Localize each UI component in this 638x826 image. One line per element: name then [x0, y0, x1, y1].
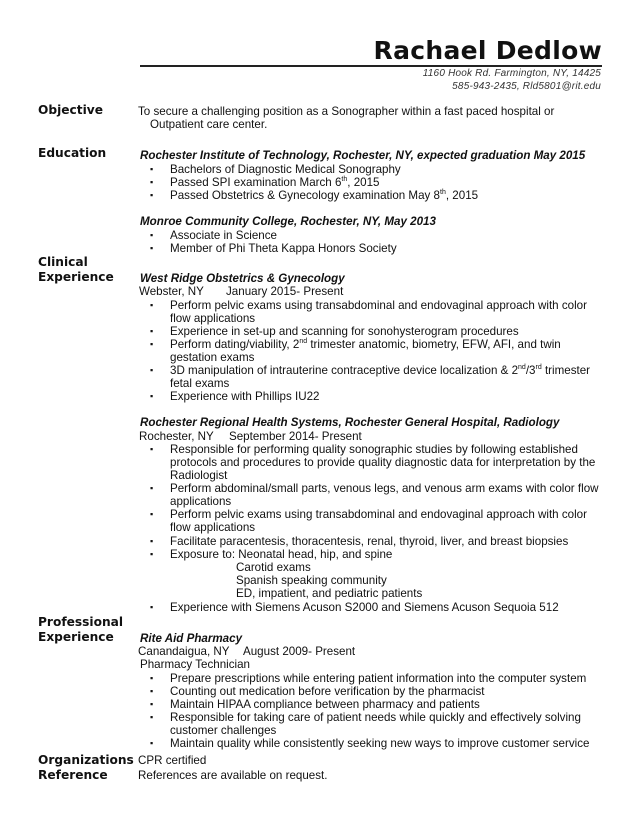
- job1-heading: West Ridge Obstetrics & Gynecology: [140, 272, 345, 285]
- objective-line-1: To secure a challenging position as a Sonographer within a fast paced hospital or: [138, 105, 555, 118]
- job2-bullet-4: Facilitate paracentesis, thoracentesis, renal, thyroid, liver, and breast biopsies: [170, 535, 569, 548]
- objective-line-2: Outpatient care center.: [150, 118, 268, 131]
- job3-bullet-2: Counting out medication before verification by the pharmacist: [170, 685, 485, 698]
- bullet: ▪: [150, 177, 154, 187]
- section-organizations: Organizations: [38, 753, 134, 767]
- job2-heading: Rochester Regional Health Systems, Rochester General Hospital, Radiology: [140, 416, 560, 429]
- job2-dates: September 2014- Present: [229, 430, 362, 443]
- job2-bullet-1-cont: protocols and procedures to provide quality diagnostic data for interpretation by the: [170, 456, 596, 469]
- bullet: ▪: [150, 444, 154, 454]
- job3-bullet-4-cont: customer challenges: [170, 724, 277, 737]
- job2-bullet-3: Perform pelvic exams using transabdominal and endovaginal approach with color: [170, 508, 587, 521]
- job3-location: Canandaigua, NY: [138, 645, 230, 658]
- job3-bullet-1: Prepare prescriptions while entering patient information into the computer system: [170, 672, 587, 685]
- bullet: ▪: [150, 483, 154, 493]
- job2-bullet-3-cont: flow applications: [170, 521, 256, 534]
- section-professional-experience: Experience: [38, 630, 114, 644]
- job1-location: Webster, NY: [139, 285, 204, 298]
- job3-bullet-3: Maintain HIPAA compliance between pharmacy and patients: [170, 698, 480, 711]
- job2-bullet-2-cont: applications: [170, 495, 232, 508]
- rit-bullet-3: Passed Obstetrics & Gynecology examination May 8th, 2015: [170, 189, 479, 202]
- bullet: ▪: [150, 536, 154, 546]
- reference-value: References are available on request.: [138, 769, 328, 782]
- bullet: ▪: [150, 365, 154, 375]
- bullet: ▪: [150, 509, 154, 519]
- rit-bullet-1: Bachelors of Diagnostic Medical Sonography: [170, 163, 401, 176]
- rit-heading: Rochester Institute of Technology, Rochester, NY, expected graduation May 2015: [140, 149, 586, 162]
- section-clinical-experience: Experience: [38, 270, 114, 284]
- address-line: 1160 Hook Rd. Farmington, NY, 14425: [422, 68, 601, 79]
- section-clinical: Clinical: [38, 255, 88, 269]
- bullet: ▪: [150, 686, 154, 696]
- bullet: ▪: [150, 230, 154, 240]
- job2-sub-item-1: Carotid exams: [236, 561, 311, 574]
- bullet: ▪: [150, 549, 154, 559]
- job2-bullet-6: Experience with Siemens Acuson S2000 and Siemens Acuson Sequoia 512: [170, 601, 559, 614]
- job1-bullet-1-cont: flow applications: [170, 312, 256, 325]
- job3-bullet-4: Responsible for taking care of patient needs while quickly and effectively solving: [170, 711, 581, 724]
- bullet: ▪: [150, 673, 154, 683]
- contact-line: 585-943-2435, Rld5801@rit.edu: [452, 81, 601, 92]
- header-divider: [140, 65, 602, 67]
- job1-bullet-3-cont: gestation exams: [170, 351, 255, 364]
- job2-sub-item-2: Spanish speaking community: [236, 574, 387, 587]
- bullet: ▪: [150, 243, 154, 253]
- job1-bullet-4-cont: fetal exams: [170, 377, 230, 390]
- candidate-name: Rachael Dedlow: [373, 36, 602, 65]
- section-education: Education: [38, 146, 107, 160]
- bullet: ▪: [150, 738, 154, 748]
- section-professional: Professional: [38, 615, 124, 629]
- bullet: ▪: [150, 699, 154, 709]
- bullet: ▪: [150, 712, 154, 722]
- bullet: ▪: [150, 300, 154, 310]
- job1-dates: January 2015- Present: [226, 285, 344, 298]
- job3-title: Pharmacy Technician: [140, 658, 250, 671]
- mcc-bullet-2: Member of Phi Theta Kappa Honors Society: [170, 242, 397, 255]
- bullet: ▪: [150, 190, 154, 200]
- bullet: ▪: [150, 164, 154, 174]
- job2-bullet-1: Responsible for performing quality sonographic studies by following established: [170, 443, 578, 456]
- organizations-value: CPR certified: [138, 754, 207, 767]
- job1-bullet-5: Experience with Phillips IU22: [170, 390, 320, 403]
- job3-dates: August 2009- Present: [243, 645, 356, 658]
- job1-bullet-1: Perform pelvic exams using transabdominal and endovaginal approach with color: [170, 299, 587, 312]
- job3-bullet-5: Maintain quality while consistently seeking new ways to improve customer service: [170, 737, 590, 750]
- mcc-bullet-1: Associate in Science: [170, 229, 277, 242]
- bullet: ▪: [150, 602, 154, 612]
- rit-bullet-2: Passed SPI examination March 6th, 2015: [170, 176, 380, 189]
- section-objective: Objective: [38, 103, 103, 117]
- job2-location: Rochester, NY: [139, 430, 214, 443]
- mcc-heading: Monroe Community College, Rochester, NY, May 2013: [140, 215, 436, 228]
- job2-bullet-5: Exposure to: Neonatal head, hip, and spine: [170, 548, 393, 561]
- job1-bullet-4: 3D manipulation of intrauterine contraceptive device localization & 2nd/3rd trimester: [170, 364, 591, 377]
- job2-bullet-1-cont: Radiologist: [170, 469, 228, 482]
- job3-heading: Rite Aid Pharmacy: [140, 632, 243, 645]
- bullet: ▪: [150, 326, 154, 336]
- job1-bullet-2: Experience in set-up and scanning for sonohysterogram procedures: [170, 325, 519, 338]
- bullet: ▪: [150, 391, 154, 401]
- job2-sub-item-3: ED, impatient, and pediatric patients: [236, 587, 423, 600]
- job2-bullet-2: Perform abdominal/small parts, venous legs, and venous arm exams with color flow: [170, 482, 599, 495]
- job1-bullet-3: Perform dating/viability, 2nd trimester anatomic, biometry, EFW, AFI, and twin: [170, 338, 561, 351]
- bullet: ▪: [150, 339, 154, 349]
- section-reference: Reference: [38, 768, 108, 782]
